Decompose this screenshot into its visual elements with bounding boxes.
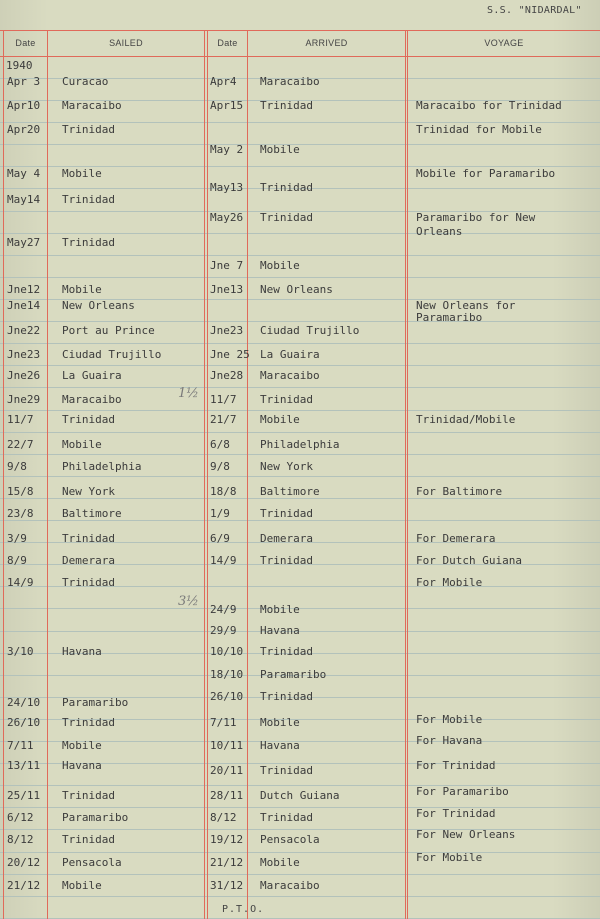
voyage-text: For Baltimore — [416, 485, 503, 498]
arrived-port: Mobile — [260, 143, 300, 156]
sailed-port: Mobile — [62, 283, 102, 296]
arrived-port: Havana — [260, 624, 300, 637]
column-line — [3, 30, 4, 919]
voyage-text: Paramaribo for New — [416, 211, 536, 224]
ruled-line — [0, 410, 600, 411]
arrived-port: Trinidad — [260, 690, 313, 703]
arrived-date: Jne28 — [210, 369, 244, 382]
arrived-port: Maracaibo — [260, 879, 320, 892]
column-line — [405, 30, 406, 919]
sailed-date: 20/12 — [7, 856, 41, 869]
sailed-port: Havana — [62, 645, 102, 658]
arrived-port: Mobile — [260, 603, 300, 616]
sailed-date: 7/11 — [7, 739, 34, 752]
sailed-port: Pensacola — [62, 856, 122, 869]
sailed-port: Baltimore — [62, 507, 122, 520]
voyage-text: Trinidad/Mobile — [416, 413, 516, 426]
sailed-port: Mobile — [62, 438, 102, 451]
arrived-port: Pensacola — [260, 833, 320, 846]
sailed-date: May27 — [7, 236, 41, 249]
sailed-date: 11/7 — [7, 413, 34, 426]
voyage-text: Mobile for Paramaribo — [416, 167, 556, 180]
arrived-date: 26/10 — [210, 690, 244, 703]
arrived-port: Mobile — [260, 259, 300, 272]
arrived-port: Maracaibo — [260, 75, 320, 88]
header-sailed: SAILED — [109, 38, 143, 48]
ruled-line — [0, 432, 600, 433]
arrived-date: Jne13 — [210, 283, 244, 296]
arrived-date: 18/10 — [210, 668, 244, 681]
footer-pto: P.T.O. — [222, 904, 265, 915]
sailed-date: 21/12 — [7, 879, 41, 892]
arrived-date: Apr4 — [210, 75, 237, 88]
arrived-port: Paramaribo — [260, 668, 327, 681]
sailed-date: 9/8 — [7, 460, 27, 473]
arrived-date: 14/9 — [210, 554, 237, 567]
arrived-date: 6/8 — [210, 438, 230, 451]
ruled-line — [0, 343, 600, 344]
arrived-date: 1/9 — [210, 507, 230, 520]
sailed-date: Jne22 — [7, 324, 41, 337]
arrived-port: Trinidad — [260, 393, 313, 406]
column-line — [47, 30, 48, 919]
arrived-port: Mobile — [260, 716, 300, 729]
ship-name: S.S. "NIDARDAL" — [487, 5, 582, 16]
sailed-port: New York — [62, 485, 115, 498]
arrived-port: Trinidad — [260, 99, 313, 112]
arrived-date: 20/11 — [210, 764, 244, 777]
arrived-port: La Guaira — [260, 348, 320, 361]
voyage-text: For Mobile — [416, 576, 483, 589]
sailed-port: Trinidad — [62, 236, 115, 249]
voyage-text: For Paramaribo — [416, 785, 509, 798]
sailed-date: May14 — [7, 193, 41, 206]
sailed-port: Trinidad — [62, 413, 115, 426]
arrived-port: Havana — [260, 739, 300, 752]
arrived-date: 9/8 — [210, 460, 230, 473]
sailed-port: Trinidad — [62, 123, 115, 136]
arrived-date: 21/7 — [210, 413, 237, 426]
arrived-date: 6/9 — [210, 532, 230, 545]
sailed-port: Maracaibo — [62, 99, 122, 112]
sailed-port: Philadelphia — [62, 460, 142, 473]
arrived-port: Baltimore — [260, 485, 320, 498]
header-date-sailed: Date — [15, 38, 36, 48]
ruled-line — [0, 233, 600, 234]
sailed-port: Mobile — [62, 739, 102, 752]
voyage-text: New Orleans for — [416, 299, 516, 312]
sailed-port: Mobile — [62, 167, 102, 180]
sailed-date: 8/9 — [7, 554, 27, 567]
voyage-text: For Mobile — [416, 851, 483, 864]
sailed-port: Maracaibo — [62, 393, 122, 406]
voyage-text: For Demerara — [416, 532, 496, 545]
sailed-port: Trinidad — [62, 716, 115, 729]
sailed-port: La Guaira — [62, 369, 122, 382]
ruled-line — [0, 321, 600, 322]
arrived-date: 31/12 — [210, 879, 244, 892]
sailed-date: 3/10 — [7, 645, 34, 658]
ruled-line — [0, 255, 600, 256]
header-date-arrived: Date — [217, 38, 238, 48]
ruled-line — [0, 631, 600, 632]
sailed-date: Jne23 — [7, 348, 41, 361]
arrived-date: Jne 25 — [210, 348, 250, 361]
arrived-port: Trinidad — [260, 554, 313, 567]
arrived-date: 21/12 — [210, 856, 244, 869]
sailed-port: Trinidad — [62, 193, 115, 206]
voyage-text: Paramaribo — [416, 311, 483, 324]
arrived-port: Philadelphia — [260, 438, 340, 451]
column-line — [407, 30, 408, 919]
voyage-text: For Trinidad — [416, 759, 496, 772]
sailed-port: Trinidad — [62, 833, 115, 846]
ruled-line — [0, 277, 600, 278]
voyage-text: Orleans — [416, 225, 463, 238]
header-voyage: VOYAGE — [484, 38, 524, 48]
arrived-port: Demerara — [260, 532, 313, 545]
arrived-date: May13 — [210, 181, 244, 194]
arrived-port: Mobile — [260, 856, 300, 869]
column-line — [207, 30, 208, 919]
arrived-date: 10/11 — [210, 739, 244, 752]
voyage-text: For Havana — [416, 734, 483, 747]
sailed-port: Demerara — [62, 554, 115, 567]
sailed-date: Apr 3 — [7, 75, 41, 88]
ruled-line — [0, 520, 600, 521]
sailed-date: 15/8 — [7, 485, 34, 498]
pencil-note: 3½ — [178, 594, 199, 609]
sailed-date: 14/9 — [7, 576, 34, 589]
ruled-line — [0, 874, 600, 875]
arrived-date: 10/10 — [210, 645, 244, 658]
sailed-port: Port au Prince — [62, 324, 155, 337]
ruled-line — [0, 365, 600, 366]
sailed-date: 24/10 — [7, 696, 41, 709]
sailed-port: Paramaribo — [62, 811, 129, 824]
arrived-date: 29/9 — [210, 624, 237, 637]
sailed-date: Apr20 — [7, 123, 41, 136]
column-line — [204, 30, 205, 919]
arrived-port: Ciudad Trujillo — [260, 324, 360, 337]
arrived-port: Trinidad — [260, 645, 313, 658]
sailed-port: Trinidad — [62, 789, 115, 802]
arrived-date: 11/7 — [210, 393, 237, 406]
ruled-line — [0, 476, 600, 477]
header-bottom-rule — [0, 56, 600, 57]
ruled-line — [0, 896, 600, 897]
ruled-line — [0, 387, 600, 388]
voyage-text: For Trinidad — [416, 807, 496, 820]
arrived-date: Jne23 — [210, 324, 244, 337]
pencil-note: 1½ — [178, 386, 199, 401]
sailed-date: 13/11 — [7, 759, 41, 772]
voyage-text: For Mobile — [416, 713, 483, 726]
sailed-port: Curacao — [62, 75, 109, 88]
voyage-text: For New Orleans — [416, 828, 516, 841]
arrived-date: 18/8 — [210, 485, 237, 498]
arrived-port: New York — [260, 460, 313, 473]
arrived-date: May 2 — [210, 143, 244, 156]
arrived-port: Trinidad — [260, 764, 313, 777]
ruled-line — [0, 454, 600, 455]
sailed-date: 6/12 — [7, 811, 34, 824]
header-top-rule — [0, 30, 600, 31]
header-arrived: ARRIVED — [305, 38, 348, 48]
arrived-date: 19/12 — [210, 833, 244, 846]
voyage-text: Trinidad for Mobile — [416, 123, 542, 136]
sailed-date: 3/9 — [7, 532, 27, 545]
arrived-port: Trinidad — [260, 211, 313, 224]
sailed-date: Jne14 — [7, 299, 41, 312]
sailed-date: Jne12 — [7, 283, 41, 296]
voyage-text: Maracaibo for Trinidad — [416, 99, 562, 112]
arrived-date: 7/11 — [210, 716, 237, 729]
sailed-port: Trinidad — [62, 532, 115, 545]
sailed-date: 22/7 — [7, 438, 34, 451]
arrived-date: Apr15 — [210, 99, 244, 112]
sailed-date: 23/8 — [7, 507, 34, 520]
ruled-line — [0, 852, 600, 853]
sailed-port: New Orleans — [62, 299, 135, 312]
ruled-line — [0, 608, 600, 609]
sailed-port: Trinidad — [62, 576, 115, 589]
sailed-date: 25/11 — [7, 789, 41, 802]
arrived-date: May26 — [210, 211, 244, 224]
sailed-date: 26/10 — [7, 716, 41, 729]
ruled-line — [0, 807, 600, 808]
arrived-date: 28/11 — [210, 789, 244, 802]
arrived-port: Trinidad — [260, 181, 313, 194]
arrived-port: Trinidad — [260, 811, 313, 824]
sailed-date: May 4 — [7, 167, 41, 180]
arrived-date: 8/12 — [210, 811, 237, 824]
sailed-date: Jne29 — [7, 393, 41, 406]
year: 1940 — [6, 59, 33, 72]
sailed-date: 8/12 — [7, 833, 34, 846]
sailed-date: Jne26 — [7, 369, 41, 382]
column-line — [247, 30, 248, 919]
ruled-line — [0, 498, 600, 499]
sailed-port: Ciudad Trujillo — [62, 348, 162, 361]
sailed-date: Apr10 — [7, 99, 41, 112]
arrived-port: Mobile — [260, 413, 300, 426]
sailed-port: Paramaribo — [62, 696, 129, 709]
arrived-port: New Orleans — [260, 283, 333, 296]
arrived-date: 24/9 — [210, 603, 237, 616]
voyage-text: For Dutch Guiana — [416, 554, 522, 567]
sailed-port: Mobile — [62, 879, 102, 892]
arrived-port: Dutch Guiana — [260, 789, 340, 802]
arrived-port: Trinidad — [260, 507, 313, 520]
sailed-port: Havana — [62, 759, 102, 772]
ruled-line — [0, 144, 600, 145]
arrived-port: Maracaibo — [260, 369, 320, 382]
arrived-date: Jne 7 — [210, 259, 244, 272]
ruled-line — [0, 785, 600, 786]
